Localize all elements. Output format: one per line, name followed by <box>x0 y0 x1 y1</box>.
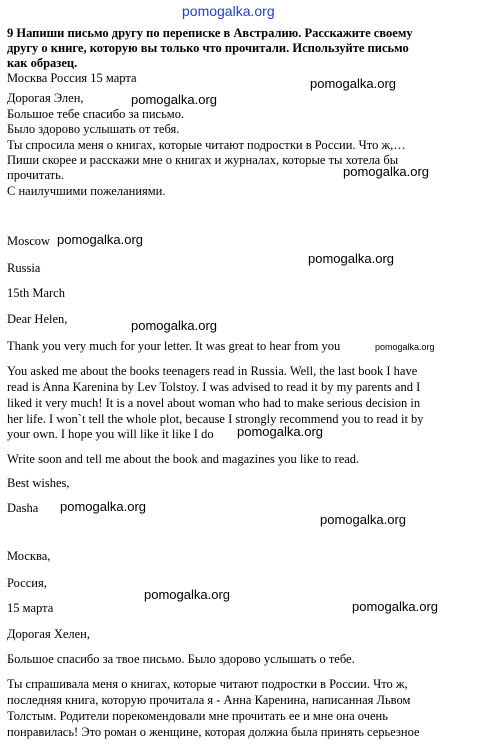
model-letter-thanks: Большое тебе спасибо за письмо. <box>7 107 185 121</box>
site-watermark-small: pomogalka.org <box>375 342 435 352</box>
model-letter-body-1: Ты спросила меня о книгах, которые читают подростки в России. Что ж,… <box>7 138 406 152</box>
letter-en-paragraph-1-line-3: liked it very much! It is a novel about woman who had to make serious decision in <box>7 396 421 410</box>
letter-en-closing: Best wishes, <box>7 476 70 490</box>
letter-en-city: Moscow <box>7 234 51 248</box>
site-watermark: pomogalka.org <box>131 92 217 107</box>
site-watermark: pomogalka.org <box>320 512 406 527</box>
model-letter-body-3: прочитать. <box>7 168 64 182</box>
site-watermark-header: pomogalka.org <box>182 3 275 19</box>
site-watermark: pomogalka.org <box>144 587 230 602</box>
model-letter-closing: С наилучшими пожеланиями. <box>7 184 166 198</box>
letter-ru-paragraph-1-line-4: понравилась! Это роман о женщине, которая должна была принять серьезное <box>7 725 420 739</box>
letter-ru-country: Россия, <box>7 576 47 590</box>
letter-en-paragraph-1-line-5: your own. I hope you will like it like I do <box>7 427 214 441</box>
letter-ru-paragraph-1-line-3: Толстым. Родители порекомендовали мне прочитать ее и мне она очень <box>7 709 388 723</box>
site-watermark: pomogalka.org <box>308 251 394 266</box>
letter-ru-greeting: Дорогая Хелен, <box>7 627 91 641</box>
letter-ru-city: Москва, <box>7 549 51 563</box>
site-watermark: pomogalka.org <box>237 424 323 439</box>
letter-en-paragraph-2: Write soon and tell me about the book and magazines you like to read. <box>7 452 360 466</box>
letter-en-paragraph-1-line-2: read is Anna Karenina by Lev Tolstoy. I was advised to read it by my parents and I <box>7 380 421 394</box>
letter-en-date: 15th March <box>7 286 65 300</box>
site-watermark: pomogalka.org <box>60 499 146 514</box>
model-letter-greeting: Дорогая Элен, <box>7 91 84 105</box>
letter-en-paragraph-1-line-4: her life. I won`t tell the whole plot, because I strongly recommend you to read it by <box>7 412 424 426</box>
task-line-2: другу о книге, которую вы только что прочитали. Используйте письмо <box>7 41 409 55</box>
model-letter-date-line: Москва Россия 15 марта <box>7 71 137 85</box>
site-watermark: pomogalka.org <box>57 232 143 247</box>
site-watermark: pomogalka.org <box>343 164 429 179</box>
letter-en-greeting: Dear Helen, <box>7 312 68 326</box>
site-watermark: pomogalka.org <box>352 599 438 614</box>
site-watermark: pomogalka.org <box>310 76 396 91</box>
letter-ru-thanks: Большое спасибо за твое письмо. Было здорово услышать о тебе. <box>7 652 355 666</box>
letter-ru-paragraph-1-line-1: Ты спрашивала меня о книгах, которые читают подростки в России. Что ж, <box>7 677 408 691</box>
model-letter-body-2: Пиши скорее и расскажи мне о книгах и журналах, которые ты хотела бы <box>7 153 399 167</box>
letter-ru-paragraph-1-line-2: последняя книга, которую прочитала я - Анна Каренина, написанная Львом <box>7 693 411 707</box>
task-line-1: 9 Напиши письмо другу по переписке в Австралию. Расскажите своему <box>7 26 413 40</box>
letter-ru-date: 15 марта <box>7 601 54 615</box>
task-line-3: как образец. <box>7 56 78 70</box>
model-letter-glad: Было здорово услышать от тебя. <box>7 122 180 136</box>
site-watermark: pomogalka.org <box>131 318 217 333</box>
letter-en-paragraph-1-line-1: You asked me about the books teenagers read in Russia. Well, the last book I have <box>7 364 418 378</box>
letter-en-country: Russia <box>7 261 41 275</box>
letter-en-signature: Dasha <box>7 501 39 515</box>
letter-en-thanks: Thank you very much for your letter. It was great to hear from you <box>7 339 341 353</box>
